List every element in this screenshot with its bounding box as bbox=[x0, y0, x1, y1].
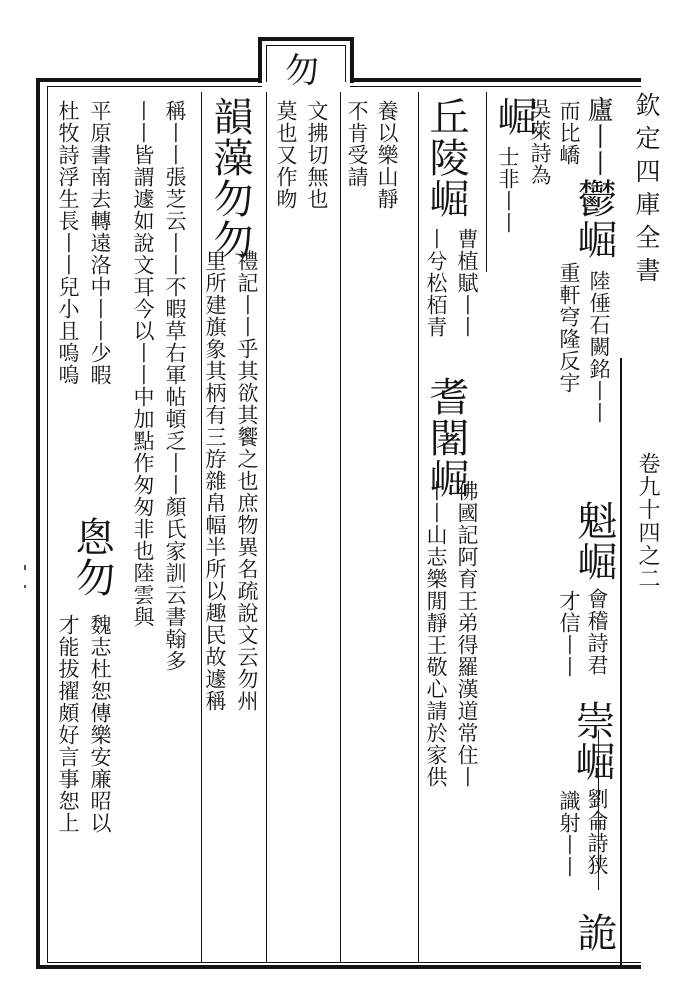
text-column: 平原書南去轉遠洛中丨丨少暇 bbox=[88, 100, 112, 386]
column-rule bbox=[266, 92, 267, 962]
margin-book-title: 欽定四庫全書 bbox=[632, 92, 661, 290]
citation-text: 才信丨丨 bbox=[557, 590, 581, 678]
citation-text: 曹植賦丨丨 bbox=[455, 228, 479, 338]
text-column: 而比嶠 bbox=[557, 100, 581, 166]
column-rule bbox=[340, 92, 341, 962]
text-column: 里所建旗象其柄有三斿雜帛幅半所以趣民故遽稱 bbox=[203, 250, 227, 712]
citation-text: 士非丨丨 bbox=[496, 146, 520, 234]
scan-speck bbox=[24, 565, 26, 570]
text-column: 才能拔擢頗好言事恕上 bbox=[56, 614, 80, 834]
citation-text: 不肯受請 bbox=[345, 100, 369, 188]
scan-speck bbox=[24, 585, 26, 588]
header-tab-character: 勿 bbox=[285, 51, 319, 91]
headword: 崇崛 bbox=[569, 700, 615, 782]
citation-text: 吳萊詩為 bbox=[528, 98, 552, 186]
citation-text: 識射丨丨 bbox=[557, 790, 581, 878]
citation-text: 丨兮松栢青 bbox=[424, 228, 448, 338]
column-rule bbox=[201, 92, 202, 962]
text-column: 廬丨丨 bbox=[583, 96, 613, 177]
citation-text: 重軒穹隆反宇 bbox=[557, 262, 581, 394]
headword: 丘陵崛 bbox=[423, 96, 469, 219]
text-column: 魏志杜恕傳樂安廉昭以 bbox=[88, 614, 112, 834]
column-rule bbox=[486, 92, 487, 272]
citation-text: 養以樂山靜 bbox=[375, 100, 399, 210]
headword: 耆闍崛 bbox=[423, 376, 469, 499]
citation-text: 佛國記阿育王弟得羅漢道常住丨 bbox=[455, 480, 479, 788]
column-rule bbox=[418, 92, 419, 962]
citation-text: 莫也又作昒 bbox=[274, 100, 298, 210]
text-column: 稱丨丨張芝云丨丨不暇草右軍帖頓乏丨丨顏氏家訓云書翰多 bbox=[163, 100, 187, 672]
headword: 鬱崛 bbox=[571, 178, 617, 260]
text-column: 杜牧詩浮生長丨丨兒小且嗚嗚 bbox=[56, 100, 80, 386]
citation-text: 劉侖詩狭 bbox=[585, 788, 609, 876]
citation-text: 會稽詩君 bbox=[585, 588, 609, 676]
headword: 悤勿 bbox=[69, 516, 115, 598]
fold-edge-rule bbox=[620, 358, 622, 968]
headword: 崛 bbox=[491, 96, 537, 137]
citation-text: 丨丨山志樂閒靜王敬心請於家供 bbox=[424, 480, 448, 788]
section-heading: 韻藻勿勿 bbox=[207, 96, 253, 260]
headword: 魁崛 bbox=[571, 500, 617, 582]
citation-text: 文拂切無也 bbox=[305, 100, 329, 210]
margin-juan-number: 卷九十四之二 bbox=[635, 452, 660, 590]
text-column: 丨丨皆謂遽如說文耳今以丨丨中加點作匆匆非也陸雲與 bbox=[131, 100, 155, 628]
headword: 詭 bbox=[571, 912, 617, 953]
citation-text: 陸倕石闕銘丨丨 bbox=[587, 270, 611, 424]
text-column: 禮記丨丨乎其欲其饗之也庶物異名疏說文云勿州 bbox=[235, 250, 259, 712]
